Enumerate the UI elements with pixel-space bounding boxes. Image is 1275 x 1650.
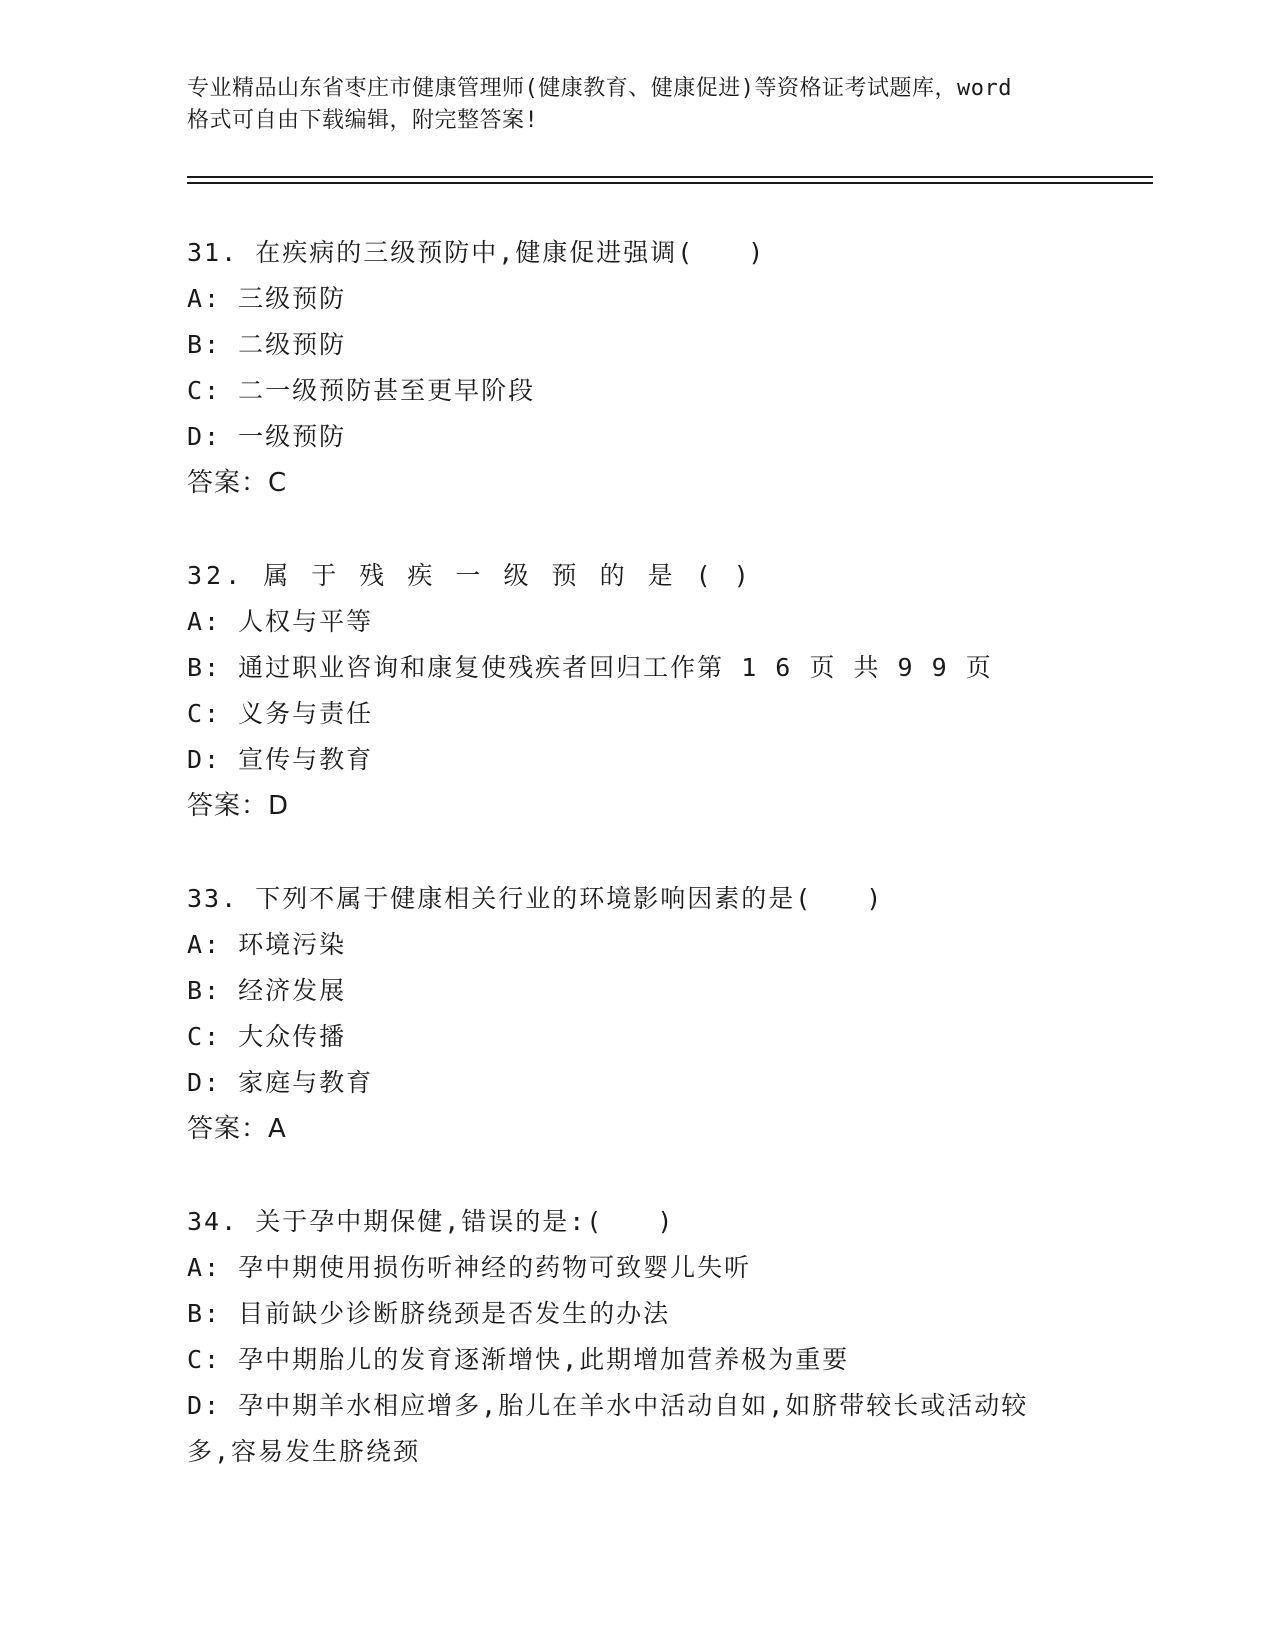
option-c: C: 大众传播	[187, 1022, 347, 1051]
option-d-continuation: 多,容易发生脐绕颈	[187, 1437, 421, 1466]
option-d: D: 一级预防	[187, 422, 347, 451]
question-32	[187, 553, 1107, 829]
option-b: B: 通过职业咨询和康复使残疾者回归工作第 1 6 页 共 9 9 页	[187, 653, 993, 682]
question-stem: 33. 下列不属于健康相关行业的环境影响因素的是( )	[187, 884, 884, 913]
answer-line: 答案：C	[187, 468, 288, 498]
option-d: D: 家庭与教育	[187, 1068, 374, 1097]
option-c: C: 二一级预防甚至更早阶段	[187, 376, 536, 405]
question-stem: 31. 在疾病的三级预防中,健康促进强调( )	[187, 238, 766, 267]
option-b: B: 经济发展	[187, 976, 347, 1005]
document-header	[187, 73, 1087, 137]
header-line-2: 格式可自由下载编辑，附完整答案!	[187, 108, 539, 133]
option-b: B: 目前缺少诊断脐绕颈是否发生的办法	[187, 1299, 671, 1328]
option-b: B: 二级预防	[187, 330, 347, 359]
question-stem: 32. 属 于 残 疾 一 级 预 的 是 ( )	[187, 561, 753, 590]
option-d: D: 孕中期羊水相应增多,胎儿在羊水中活动自如,如脐带较长或活动较	[187, 1391, 1029, 1420]
option-c: C: 义务与责任	[187, 699, 374, 728]
question-31	[187, 230, 1107, 506]
question-stem: 34. 关于孕中期保健,错误的是:( )	[187, 1207, 675, 1236]
header-divider-top	[187, 176, 1153, 178]
option-a: A: 人权与平等	[187, 607, 374, 636]
question-34	[187, 1199, 1107, 1475]
option-d: D: 宣传与教育	[187, 745, 374, 774]
answer-line: 答案：D	[187, 791, 290, 821]
answer-line: 答案：A	[187, 1114, 287, 1144]
option-a: A: 环境污染	[187, 930, 347, 959]
question-33	[187, 876, 1107, 1152]
header-line-1: 专业精品山东省枣庄市健康管理师(健康教育、健康促进)等资格证考试题库，word	[187, 76, 1012, 101]
option-c: C: 孕中期胎儿的发育逐渐增快,此期增加营养极为重要	[187, 1345, 850, 1374]
header-divider-bottom	[187, 182, 1153, 184]
option-a: A: 孕中期使用损伤听神经的药物可致婴儿失听	[187, 1253, 752, 1282]
option-a: A: 三级预防	[187, 284, 347, 313]
